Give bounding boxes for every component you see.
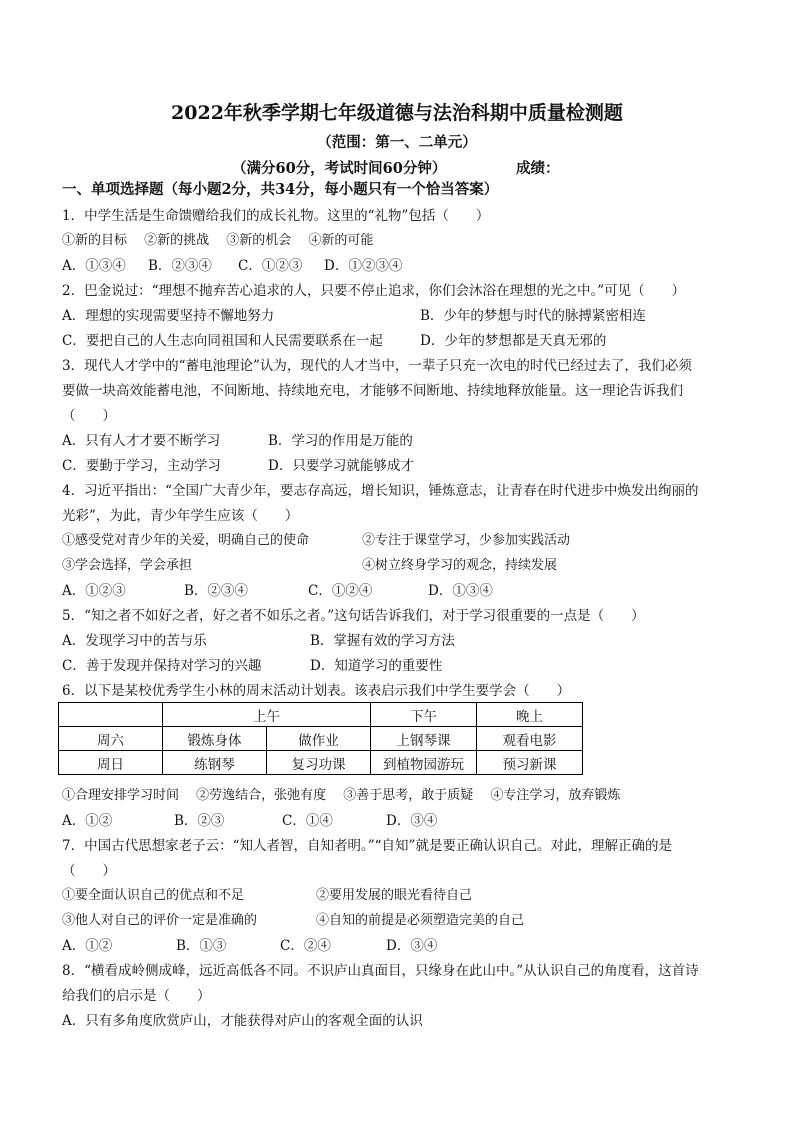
table-cell: 做作业 xyxy=(267,727,371,751)
question-1-items: ①新的目标 ②新的挑战 ③新的机会 ④新的可能 xyxy=(62,233,374,248)
question-8-stem-line1: 8．“横看成岭侧成峰，远近高低各不同。不识庐山真面目，只缘身在此山中。”从认识自己的角度看，这首诗 xyxy=(62,963,699,979)
question-4-item-1: ①感受党对青少年的关爱，明确自己的使命 xyxy=(62,533,310,548)
table-cell: 复习功课 xyxy=(267,751,371,775)
question-7-item-1: ①要全面认识自己的优点和不足 xyxy=(62,888,245,903)
option-d: D．③④ xyxy=(386,938,438,954)
question-6-stem: 6．以下是某校优秀学生小林的周末活动计划表。该表启示我们中学生要学会（ ） xyxy=(62,683,571,699)
option-b: B．②③④ xyxy=(148,258,212,274)
question-7-stem-line1: 7．中国古代思想家老子云：“知人者智，自知者明。”“自知”就是要正确认识自己。对此，理解正确的是 xyxy=(62,838,672,854)
option-a: A．①② xyxy=(62,938,113,954)
option-b: B．①③ xyxy=(176,938,227,954)
question-6-items: ①合理安排学习时间 ②劳逸结合，张弛有度 ③善于思考，敢于质疑 ④专注学习，放弃锻炼 xyxy=(62,788,621,803)
exam-title: 2022年秋季学期七年级道德与法治科期中质量检测题 xyxy=(171,102,623,124)
question-5-option-b: B．掌握有效的学习方法 xyxy=(310,633,455,649)
option-c: C．①②③ xyxy=(238,258,303,274)
question-7-stem-line2: （ ） xyxy=(62,863,116,879)
question-2-option-b: B．少年的梦想与时代的脉搏紧密相连 xyxy=(420,308,646,324)
question-4-stem-line2: 光彩”，为此，青少年学生应该（ ） xyxy=(62,508,299,524)
question-4-item-3: ③学会选择，学会承担 xyxy=(62,558,193,573)
option-b: B．②③ xyxy=(174,813,225,829)
option-d: D．①②③④ xyxy=(324,258,403,274)
question-8-option-a: A．只有多角度欣赏庐山，才能获得对庐山的客观全面的认识 xyxy=(62,1013,423,1029)
table-row xyxy=(59,727,583,751)
table-cell: 到植物园游玩 xyxy=(371,751,477,775)
question-3-stem-line2: 要做一块高效能蓄电池，不间断地、持续地充电，才能够不间断地、持续地释放能量。这一理论告诉我们 xyxy=(62,383,683,399)
question-3-stem-line1: 3．现代人才学中的“蓄电池理论”认为，现代的人才当中，一辈子只充一次电的时代已经过去了，我们必须 xyxy=(62,358,692,374)
question-5-option-a: A．发现学习中的苦与乐 xyxy=(62,633,207,649)
question-2-option-d: D．少年的梦想都是天真无邪的 xyxy=(420,333,607,349)
question-3-option-b: B．学习的作用是万能的 xyxy=(268,433,413,449)
header-afternoon: 下午 xyxy=(371,703,477,727)
question-1-stem: 1．中学生活是生命馈赠给我们的成长礼物。这里的“礼物”包括（ ） xyxy=(62,208,490,224)
table-header-row xyxy=(59,703,583,727)
section-title: 一、单项选择题（每小题2分，共34分，每小题只有一个恰当答案） xyxy=(62,181,499,198)
table-cell: 周六 xyxy=(59,727,163,751)
question-7-item-3: ③他人对自己的评价一定是准确的 xyxy=(62,913,258,928)
question-4-item-4: ④树立终身学习的观念，持续发展 xyxy=(362,558,558,573)
question-5-stem: 5．“知之者不如好之者，好之者不如乐之者。”这句话告诉我们，对于学习很重要的一点是（ ） xyxy=(62,608,645,624)
question-2-stem: 2．巴金说过：“理想不抛弃苦心追求的人，只要不停止追求，你们会沐浴在理想的光之中。”可见（ ） xyxy=(62,283,686,299)
score-label: 成绩： xyxy=(516,160,560,177)
question-2-option-a: A．理想的实现需要坚持不懈地努力 xyxy=(62,308,275,324)
table-cell: 观看电影 xyxy=(477,727,583,751)
question-7-item-4: ④自知的前提是必须塑造完美的自己 xyxy=(316,913,525,928)
question-3-option-c: C．要勤于学习，主动学习 xyxy=(62,458,221,474)
question-5-option-c: C．善于发现并保持对学习的兴趣 xyxy=(62,658,262,674)
table-cell: 上钢琴课 xyxy=(371,727,477,751)
option-b: B．②③④ xyxy=(184,583,248,599)
table-row xyxy=(59,751,583,775)
question-4-stem-line1: 4．习近平指出：“全国广大青少年，要志存高远，增长知识，锤炼意志，让青春在时代进步中焕发出绚丽的 xyxy=(62,483,699,499)
option-a: A．①②③ xyxy=(62,583,126,599)
question-5-option-d: D．知道学习的重要性 xyxy=(310,658,443,674)
table-corner-cell xyxy=(59,703,163,727)
option-a: A．①② xyxy=(62,813,113,829)
question-3-stem-line3: （ ） xyxy=(62,408,116,424)
table-cell: 预习新课 xyxy=(477,751,583,775)
option-c: C．②④ xyxy=(280,938,331,954)
table-cell: 锻炼身体 xyxy=(163,727,267,751)
question-3-option-a: A．只有人才才要不断学习 xyxy=(62,433,221,449)
weekend-schedule-table xyxy=(58,702,583,775)
table-cell: 周日 xyxy=(59,751,163,775)
question-3-option-d: D．只要学习就能够成才 xyxy=(268,458,414,474)
option-d: D．③④ xyxy=(386,813,438,829)
header-evening: 晚上 xyxy=(477,703,583,727)
question-7-item-2: ②要用发展的眼光看待自己 xyxy=(316,888,473,903)
question-4-item-2: ②专注于课堂学习，少参加实践活动 xyxy=(362,533,571,548)
exam-info: （满分60分，考试时间60分钟） xyxy=(232,160,447,177)
option-c: C．①④ xyxy=(282,813,333,829)
option-d: D．①③④ xyxy=(428,583,493,599)
exam-scope: （范围：第一、二单元） xyxy=(317,134,477,151)
question-8-stem-line2: 给我们的启示是（ ） xyxy=(62,988,211,1004)
table-cell: 练钢琴 xyxy=(163,751,267,775)
header-morning: 上午 xyxy=(163,703,371,727)
option-a: A．①③④ xyxy=(62,258,126,274)
question-2-option-c: C．要把自己的人生志向同祖国和人民需要联系在一起 xyxy=(62,333,383,349)
option-c: C．①②④ xyxy=(308,583,373,599)
